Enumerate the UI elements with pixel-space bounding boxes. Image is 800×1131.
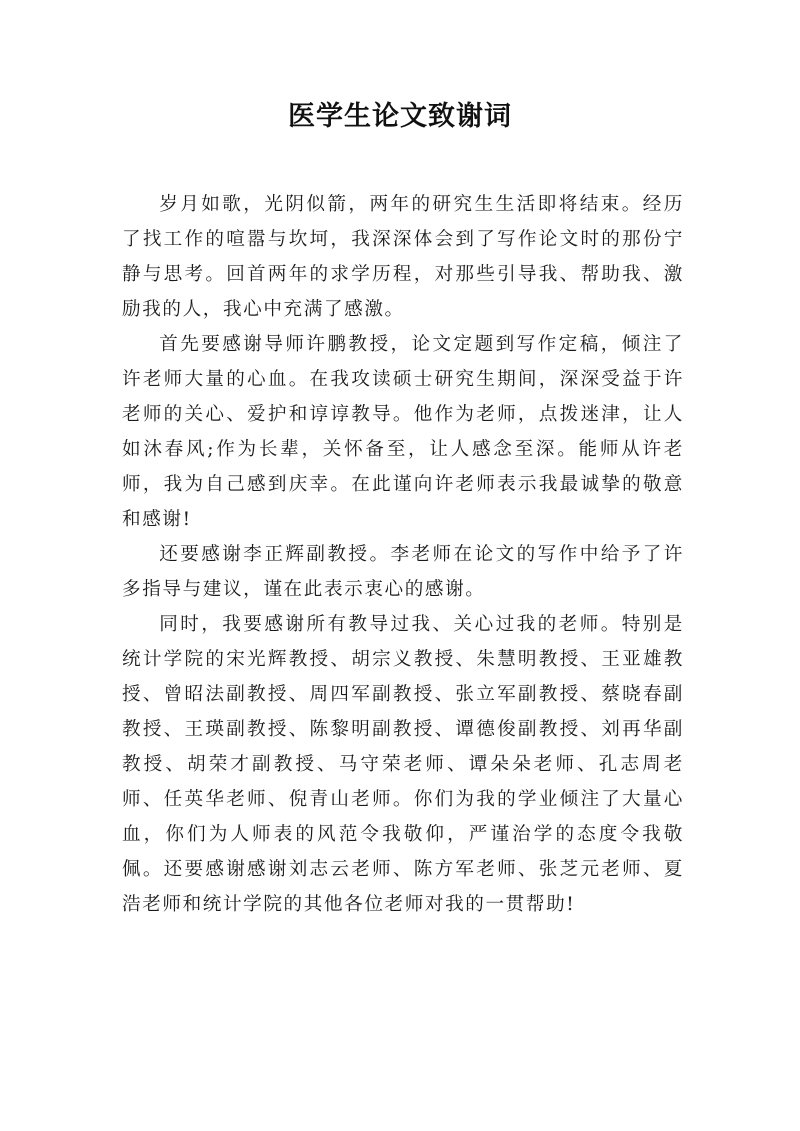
paragraph-4: 同时，我要感谢所有教导过我、关心过我的老师。特别是统计学院的宋光辉教授、胡宗义教授、朱慧明教授、王亚雄教授、曾昭法副教授、周四军副教授、张立军副教授、蔡晓春副教授、王瑛副教授、陈黎明副教授、谭德俊副教授、刘再华副教授、胡荣才副教授、马守荣老师、谭朵朵老师、孔志周老师、任英华老师、倪青山老师。你们为我的学业倾注了大量心血，你们为人师表的风范令我敬仰，严谨治学的态度令我敬佩。还要感谢感谢刘志云老师、陈方军老师、张芝元老师、夏浩老师和统计学院的其他各位老师对我的一贯帮助! [122, 614, 684, 915]
paragraph-2: 首先要感谢导师许鹏教授，论文定题到写作定稿，倾注了许老师大量的心血。在我攻读硕士研究生期间，深深受益于许老师的关心、爱护和谆谆教导。他作为老师，点拨迷津，让人如沐春风;作为长辈，关怀备至，让人感念至深。能师从许老师，我为自己感到庆幸。在此谨向许老师表示我最诚挚的敬意和感谢! [122, 334, 684, 530]
document-body [122, 187, 684, 922]
document-title: 医学生论文致谢词 [288, 101, 512, 132]
paragraph-3: 还要感谢李正辉副教授。李老师在论文的写作中给予了许多指导与建议，谨在此表示衷心的感谢。 [122, 544, 684, 600]
paragraph-1: 岁月如歌，光阴似箭，两年的研究生生活即将结束。经历了找工作的喧嚣与坎坷，我深深体会到了写作论文时的那份宁静与思考。回首两年的求学历程，对那些引导我、帮助我、激励我的人，我心中充满了感激。 [122, 194, 684, 320]
